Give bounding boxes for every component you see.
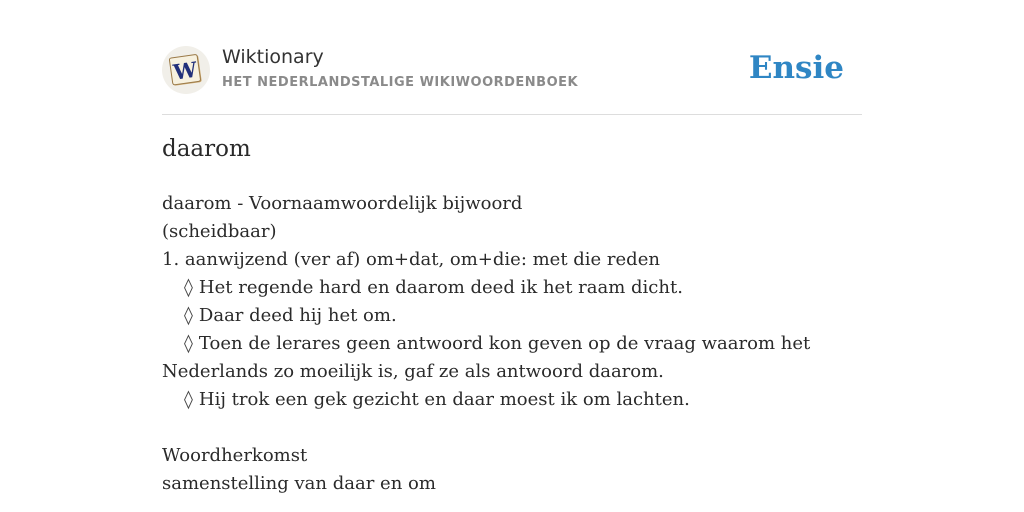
definition: 1. aanwijzend (ver af) om+dat, om+die: met die reden	[162, 249, 660, 270]
logo-letter: W	[171, 56, 199, 85]
example-item	[162, 302, 862, 330]
example-continuation: Nederlands zo moeilijk is, gaf ze als antwoord daarom.	[162, 361, 664, 382]
example-item	[162, 330, 862, 358]
entry-content	[162, 190, 862, 498]
page-title: daarom	[162, 136, 251, 162]
diamond-icon: ◊	[184, 305, 193, 326]
ensie-brand-logo[interactable]: Ensie	[748, 50, 844, 86]
etymology-text: samenstelling van daar en om	[162, 473, 436, 494]
wiktionary-logo[interactable]	[162, 46, 210, 94]
diamond-icon: ◊	[184, 333, 193, 354]
diamond-icon: ◊	[184, 277, 193, 298]
example-text: Daar deed hij het om.	[198, 305, 397, 326]
diamond-icon: ◊	[184, 389, 193, 410]
site-subtitle: HET NEDERLANDSTALIGE WIKIWOORDENBOEK	[222, 75, 579, 90]
site-name[interactable]: Wiktionary	[222, 46, 324, 68]
example-text: Hij trok een gek gezicht en daar moest ik om lachten.	[198, 389, 690, 410]
example-item	[162, 386, 862, 414]
site-header	[162, 44, 862, 115]
etymology-heading: Woordherkomst	[162, 445, 308, 466]
spacer	[162, 414, 862, 442]
entry-qualifier: (scheidbaar)	[162, 221, 277, 242]
example-item	[162, 274, 862, 302]
example-text: Toen de lerares geen antwoord kon geven op de vraag waarom het	[198, 333, 811, 354]
example-text: Het regende hard en daarom deed ik het raam dicht.	[198, 277, 683, 298]
wiktionary-logo-icon	[162, 46, 210, 94]
entry-heading-line: daarom - Voornaamwoordelijk bijwoord	[162, 193, 523, 214]
